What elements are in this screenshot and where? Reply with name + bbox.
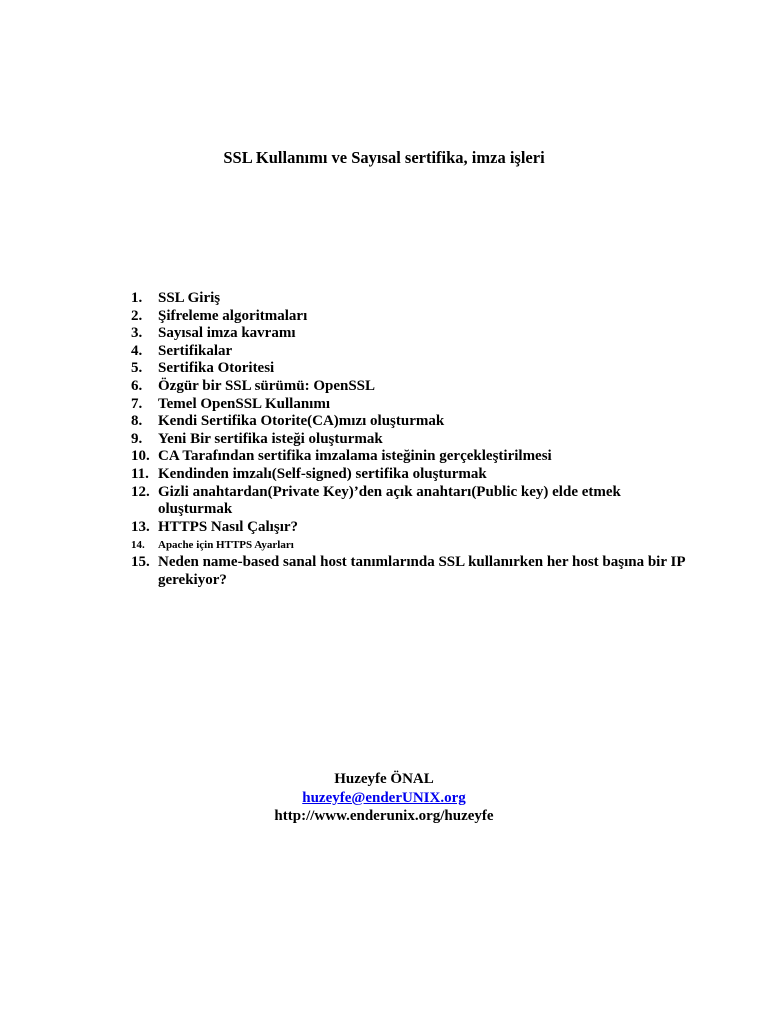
toc-text: Apache için HTTPS Ayarları	[158, 539, 294, 552]
toc-text: SSL Giriş	[158, 290, 221, 306]
toc-item-9	[131, 431, 691, 449]
toc-item-12	[131, 484, 691, 519]
toc-item-6	[131, 378, 691, 396]
toc-text: Kendinden imzalı(Self-signed) sertifika oluşturmak	[158, 465, 487, 482]
toc-item-14	[131, 536, 691, 554]
toc-item-11	[131, 466, 691, 484]
toc-item-13	[131, 519, 691, 537]
toc-number: 15.	[131, 554, 150, 571]
toc-text: Sertifika Otoritesi	[158, 360, 275, 377]
toc-number: 13.	[131, 518, 150, 535]
toc-number: 9.	[131, 430, 143, 447]
author-email-link[interactable]: huzeyfe@enderUNIX.org	[302, 789, 466, 806]
toc-text: Kendi Sertifika Otorite(CA)mızı oluşturmak	[158, 413, 445, 430]
toc-number: 11.	[131, 465, 149, 482]
document-title: SSL Kullanımı ve Sayısal sertifika, imza işleri	[223, 148, 545, 167]
toc-number: 10.	[131, 448, 150, 465]
toc-item-1	[131, 290, 691, 308]
toc-number: 7.	[131, 395, 143, 412]
toc-text: Yeni Bir sertifika isteği oluşturmak	[158, 430, 383, 447]
toc-item-3	[131, 325, 691, 343]
author-block	[0, 770, 768, 826]
toc-item-10	[131, 448, 691, 466]
toc-text: CA Tarafından sertifika imzalama isteğinin gerçekleştirilmesi	[158, 448, 552, 465]
toc-item-15	[131, 554, 691, 589]
toc-text: Sayısal imza kavramı	[158, 325, 296, 342]
toc-text: Temel OpenSSL Kullanımı	[158, 395, 330, 412]
toc-number: 2.	[131, 307, 143, 324]
toc-text: Sertifikalar	[158, 342, 233, 359]
toc-number: 14.	[131, 539, 145, 552]
toc-item-7	[131, 396, 691, 414]
author-name: Huzeyfe ÖNAL	[334, 771, 434, 787]
author-website: http://www.enderunix.org/huzeyfe	[274, 808, 494, 824]
toc-number: 1.	[131, 290, 143, 306]
toc-item-2	[131, 308, 691, 326]
toc-number: 12.	[131, 483, 150, 500]
toc-text: Özgür bir SSL sürümü: OpenSSL	[158, 377, 376, 394]
toc-item-4	[131, 343, 691, 361]
toc-text: Şifreleme algoritmaları	[158, 307, 308, 324]
toc-number: 4.	[131, 342, 143, 359]
toc-text: Gizli anahtardan(Private Key)’den açık anahtarı(Public key) elde etmek oluşturmak	[158, 483, 621, 518]
toc-item-8	[131, 413, 691, 431]
toc-text: Neden name-based sanal host tanımlarında SSL kullanırken her host başına bir IP gerekiyor?	[158, 554, 685, 588]
toc-number: 8.	[131, 413, 143, 430]
toc-text: HTTPS Nasıl Çalışır?	[158, 518, 299, 535]
toc-item-5	[131, 360, 691, 378]
toc-number: 5.	[131, 360, 143, 377]
table-of-contents	[131, 290, 691, 590]
toc-number: 6.	[131, 377, 143, 394]
toc-number: 3.	[131, 325, 143, 342]
